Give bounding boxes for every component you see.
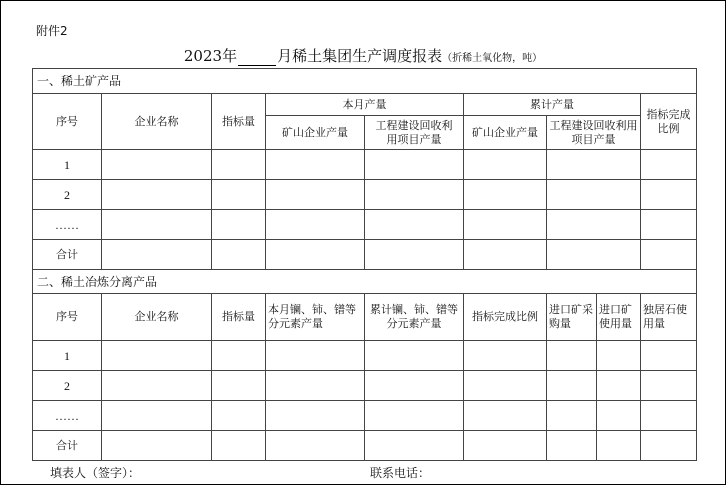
header-completion-ratio: 指标完成比例 — [464, 294, 547, 341]
cell-split — [547, 431, 641, 461]
cell[interactable] — [102, 180, 212, 210]
cell[interactable] — [597, 341, 640, 370]
row-seq: 合计 — [33, 240, 102, 270]
header-month-output: 本月产量 — [266, 94, 464, 116]
cell[interactable] — [102, 401, 212, 431]
cell[interactable] — [464, 431, 547, 461]
cell[interactable] — [365, 180, 464, 210]
cell[interactable] — [365, 341, 464, 371]
cell[interactable] — [641, 371, 697, 401]
cell[interactable] — [641, 401, 697, 431]
cell[interactable] — [464, 371, 547, 401]
signer-label: 填表人（签字）： — [50, 466, 141, 480]
row-seq: …… — [33, 401, 102, 431]
header-company: 企业名称 — [102, 94, 212, 150]
cell[interactable] — [547, 210, 641, 240]
header-quota: 指标量 — [212, 94, 266, 150]
cell[interactable] — [266, 240, 365, 270]
table-row-total — [33, 431, 697, 461]
cell[interactable] — [641, 341, 697, 371]
cell[interactable] — [102, 240, 212, 270]
cell[interactable] — [464, 240, 547, 270]
cell[interactable] — [365, 401, 464, 431]
cell[interactable] — [102, 431, 212, 461]
cell[interactable] — [547, 240, 641, 270]
month-blank-field[interactable] — [238, 51, 276, 66]
header-import-group — [547, 294, 641, 341]
section2-header-row — [33, 294, 697, 341]
title-text: 月稀土集团生产调度报表 — [277, 47, 443, 65]
cell[interactable] — [266, 180, 365, 210]
cell[interactable] — [365, 371, 464, 401]
cell[interactable] — [547, 431, 597, 460]
header-quota: 指标量 — [212, 294, 266, 341]
row-seq: 合计 — [33, 431, 102, 461]
title-year: 2023年 — [183, 47, 238, 65]
header-seq: 序号 — [33, 94, 102, 150]
cell[interactable] — [212, 150, 266, 180]
cell[interactable] — [212, 371, 266, 401]
row-seq: 2 — [33, 180, 102, 210]
header-monazite-usage: 独居石使用量 — [641, 294, 697, 341]
cell[interactable] — [212, 180, 266, 210]
header-import-usage: 进口矿使用量 — [599, 303, 632, 330]
cell[interactable] — [266, 210, 365, 240]
header-cum-mine-output: 矿山企业产量 — [464, 116, 547, 150]
cell[interactable] — [547, 180, 641, 210]
table-row — [33, 150, 697, 180]
cell[interactable] — [266, 371, 365, 401]
cell[interactable] — [641, 150, 697, 180]
table-row-total — [33, 240, 697, 270]
section1-heading-row — [33, 69, 697, 94]
header-cumulative-elements: 累计镧、铈、镨等分元素产量 — [365, 294, 464, 341]
cell-split — [547, 341, 641, 371]
row-seq: …… — [33, 210, 102, 240]
cell[interactable] — [266, 150, 365, 180]
attachment-label: 附件2 — [36, 24, 68, 38]
header-completion-ratio: 指标完成比例 — [641, 94, 697, 150]
section2-heading: 二、稀土冶炼分离产品 — [33, 270, 697, 294]
unit-note: （折稀土氧化物，吨） — [442, 53, 543, 64]
cell[interactable] — [365, 240, 464, 270]
cell[interactable] — [212, 210, 266, 240]
cell[interactable] — [464, 210, 547, 240]
table-row — [33, 401, 697, 431]
header-recycle-output: 工程建设回收利用项目产量 — [365, 116, 464, 150]
cell[interactable] — [212, 240, 266, 270]
header-cum-recycle-output: 工程建设回收利用项目产量 — [547, 116, 641, 150]
cell[interactable] — [365, 210, 464, 240]
cell[interactable] — [212, 401, 266, 431]
cell[interactable] — [102, 341, 212, 371]
cell[interactable] — [464, 401, 547, 431]
cell[interactable] — [365, 431, 464, 461]
cell[interactable] — [102, 371, 212, 401]
section1-header-row-1 — [33, 94, 697, 116]
header-month-elements: 本月镧、铈、镨等分元素产量 — [266, 294, 365, 341]
table-row — [33, 371, 697, 401]
cell[interactable] — [641, 180, 697, 210]
row-seq: 1 — [33, 341, 102, 371]
cell[interactable] — [464, 341, 547, 371]
report-title — [0, 45, 726, 66]
header-mine-output: 矿山企业产量 — [266, 116, 365, 150]
cell[interactable] — [266, 431, 365, 461]
table-row — [33, 210, 697, 240]
header-company: 企业名称 — [102, 294, 212, 341]
cell[interactable] — [266, 401, 365, 431]
cell[interactable] — [464, 150, 547, 180]
cell[interactable] — [547, 341, 597, 370]
cell[interactable] — [597, 371, 640, 400]
header-seq: 序号 — [33, 294, 102, 341]
header-cumulative-output: 累计产量 — [464, 94, 641, 116]
cell[interactable] — [641, 210, 697, 240]
cell[interactable] — [641, 431, 697, 461]
cell[interactable] — [266, 341, 365, 371]
cell[interactable] — [102, 150, 212, 180]
cell[interactable] — [597, 401, 640, 430]
cell[interactable] — [641, 240, 697, 270]
row-seq: 1 — [33, 150, 102, 180]
report-table — [32, 68, 697, 461]
section1-heading: 一、稀土矿产品 — [33, 69, 697, 94]
cell[interactable] — [547, 150, 641, 180]
table-row — [33, 341, 697, 371]
cell[interactable] — [102, 210, 212, 240]
cell[interactable] — [464, 180, 547, 210]
header-import-purchase: 进口矿采购量 — [547, 294, 597, 340]
cell[interactable] — [597, 431, 640, 460]
table-row — [33, 180, 697, 210]
cell-split — [547, 371, 641, 401]
cell[interactable] — [547, 371, 597, 400]
section2-heading-row — [33, 270, 697, 294]
cell[interactable] — [547, 401, 597, 430]
cell[interactable] — [212, 431, 266, 461]
row-seq: 2 — [33, 371, 102, 401]
phone-label: 联系电话： — [370, 466, 431, 480]
cell[interactable] — [212, 341, 266, 371]
cell-split — [547, 401, 641, 431]
cell[interactable] — [365, 150, 464, 180]
